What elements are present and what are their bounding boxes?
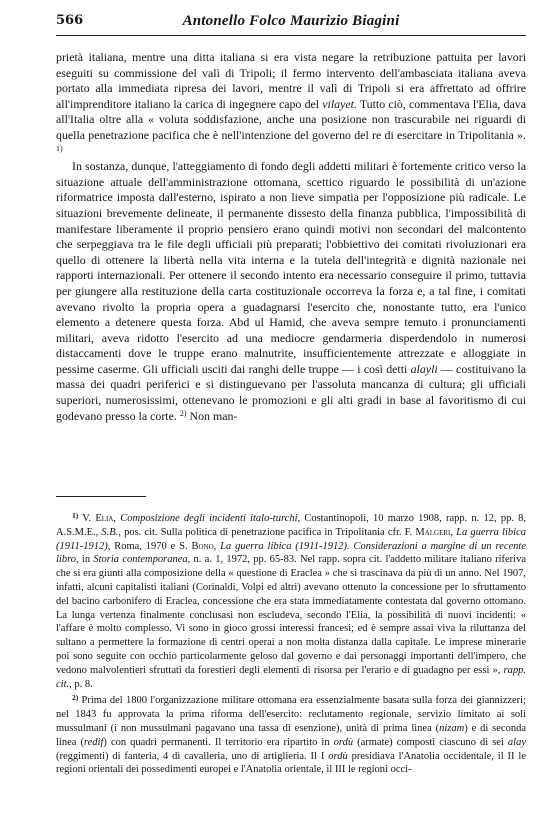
footnote-1-title: La guerra libica (1911-1912). Considerazioni a margine di un recente libro bbox=[56, 540, 526, 566]
footnote-1-text: , Costantinopoli, 10 marzo 1908, rapp. n. 12, pp. 8, A.S.M.E., bbox=[56, 513, 527, 538]
footnote-1-title: Composizione degli incidenti italo-turchi bbox=[120, 513, 298, 524]
term-alayli: alayli bbox=[410, 361, 438, 376]
paragraph-2 bbox=[56, 159, 526, 424]
footnote-1-text: , bbox=[213, 540, 221, 552]
footnote-2-text: ) e di seconda linea ( bbox=[56, 722, 526, 748]
footnote-1-title: rapp. cit. bbox=[56, 664, 526, 690]
footnote-2 bbox=[56, 694, 526, 777]
footnote-2-term: ordù bbox=[328, 750, 348, 762]
footnote-1-title: Storia contemporanea bbox=[93, 554, 188, 566]
body-text bbox=[56, 50, 526, 424]
footnote-1-text: , Roma, 1970 e S. bbox=[107, 540, 192, 552]
footnote-1-text: V. bbox=[82, 513, 96, 524]
footnote-1-title: La guerra libica (1911-1912) bbox=[56, 526, 526, 552]
footnotes bbox=[56, 512, 526, 780]
footnote-2-text: ) con quadri permanenti. Il territorio era ripartito in bbox=[103, 736, 334, 748]
footnote-2-term: ordù bbox=[333, 736, 354, 748]
paragraph-2-text-c: Non man- bbox=[186, 408, 238, 423]
footnote-1-text: , bbox=[450, 526, 457, 538]
footnote-2-term: redif bbox=[83, 736, 104, 748]
paragraph-1-text-b: Tutto ciò, commentava l'Elia, dava all'Italia oltre alla « voluta soddisfazione, anche una posizione non trascurabile nei riguardi di quella penetrazione pacifica che è nell'intenzione del governo del re di esercitare in Tripolitania ». bbox=[56, 96, 526, 142]
footnote-1-text: , in bbox=[76, 554, 94, 566]
footnote-2-text: Prima del 1800 l'organizzazione militare ottomana era essenzialmente basata sulla forza dei giannizzeri; nel 1843 fu approvata la prima riforma dell'esercito: reclutamento regionale, servizio limitato ai soli mussulmani (i non mussulmani pagavano una tassa di esenzione), unità di prima linea ( bbox=[56, 695, 527, 734]
footnote-1 bbox=[56, 512, 526, 691]
footnote-1-author: Bono bbox=[191, 540, 214, 552]
footnote-ref-2: 2) bbox=[179, 408, 187, 418]
footnote-1-author: Elia bbox=[95, 513, 114, 524]
footnote-2-text: (reggimenti) di fanteria, 4 di cavalleria, uno di artiglieria. Il I bbox=[56, 750, 329, 762]
paragraph-1 bbox=[56, 50, 526, 159]
footnote-2-text: presidiava l'Anatolia occidentale, il II le regioni orientali dei possedimenti europei e l'Anatolia orientale, il III le regioni occi- bbox=[56, 750, 526, 776]
paragraph-2-text-b: — costituivano la massa dei quadri periferici e si distinguevano per l'assoluta mancanza di cultura; gli ufficiali superiori, numerosissimi, ottenevano le promozioni e gli alti gradi in base al favoritismo di cui godevano presso la corte. bbox=[56, 361, 527, 423]
footnote-1-text: , p. 8. bbox=[69, 678, 93, 690]
footnote-1-text: , pos. cit. Sulla politica di penetrazione pacifica in Tripolitania cfr. F. bbox=[118, 526, 416, 538]
running-head bbox=[56, 13, 526, 36]
page-number: 566 bbox=[56, 13, 84, 28]
paragraph-2-text-a: In sostanza, dunque, l'atteggiamento di fondo degli addetti militari è fortemente critico verso la situazione attuale dell'amministrazione ottomana, scettico riguardo le possibilità di un'azione riformatrice imposta dall'esterno, ispirato a non lieve simpatia per l'opposizione più radicale. Le situazioni brevemente delineate, il permanente dissesto della finanza pubblica, l'impossibilità di manifestare liberamente il proprio pensiero erano quindi motivi non secondari del malcontento che serpeggiava tra le file degli ufficiali più preparati; l'obbiettivo dei comitati rivoluzionari era quello di ottenere la libertà nella vita interna e la tutela dell'integrità e dignità nazionale nei rapporti internazionali. Per ottenere il secondo intento era necessario conseguire il primo, tuttavia per giungere alla restituzione della carta costituzionale occorreva la forza e, a tal fine, i comitati avevano rivolto la propria opera a guadagnarsi l'esercito che, nonostante tutto, era l'unico elemento a detenere questa forza. Abd ul Hamid, che aveva sempre temuto i pronunciamenti militari, aveva ridotto l'esercito ad una mediocre gendarmeria disperdendolo in numerosi distaccamenti dove le truppe erano malnutrite, insufficientemente attrezzate e alloggiate in pessime caserme. Gli ufficiali usciti dai ranghi delle truppe — i così detti bbox=[56, 159, 526, 376]
footnote-2-term: nizam bbox=[439, 722, 465, 734]
footnote-2-term: alay bbox=[507, 736, 526, 748]
running-head-authors: Antonello Folco Maurizio Biagini bbox=[182, 13, 400, 29]
footnote-1-text: , bbox=[113, 513, 121, 524]
footnote-ref-1: 1) bbox=[56, 143, 63, 153]
footnote-2-mark: 2) bbox=[72, 693, 79, 703]
footnote-1-mark: 1) bbox=[72, 511, 79, 520]
footnote-1-title: S.B. bbox=[101, 526, 119, 538]
term-vilayet: vilayet. bbox=[322, 96, 357, 111]
footnote-2-text: (armate) composti ciascuno di sei bbox=[353, 736, 508, 748]
footnote-1-text: , n. a. 1, 1972, pp. 65-83. Nel rapp. sopra cit. l'addetto militare italiano riferiva che si era giunti alla composizione della « questione di Eraclea » che si trascinava da più di un anno. Nel 1907, infatti, alcuni capitalisti italiani (Corinaldi, Volpi ed altri) avevano ottenuto la concessione per lo sfruttamento del bacino carbonifero di Eraclea, concessione che era stata immediatamente contestata dal governo ottomano. La lunga vertenza finalmente conclusasi non escludeva, secondo l'Elia, la possibilità di nuovi incidenti: « l'affare è molto complesso. Vi sono in gioco grossi interessi francesi; ed è sempre assai viva la riluttanza del sultano a permettere la formazione di centri operai a non molta distanza dalla capitale. Le imprese minerarie poi sono seguite con occhio particolarmente geloso dal governo e dai personaggi importanti dell'impero, che vedono malvolentieri sfruttati da forestieri degli elementi di risorsa per l'erario e di guadagno per essi », bbox=[56, 554, 527, 676]
footnote-separator bbox=[56, 496, 146, 497]
paragraph-1-text-a: prietà italiana, mentre una ditta italiana si era vista negare la retribuzione pattuita per lavori eseguiti su commissione del valì di Tripoli; il fermo intervento dell'ambasciata italiana aveva portato alla immediata ripresa dei lavori, mentre il valì di Tripoli si era affrettato ad offrire all'imprenditore italiano la carica di ingegnere capo del bbox=[56, 50, 526, 111]
footnote-1-author: Malgeri bbox=[415, 526, 451, 538]
